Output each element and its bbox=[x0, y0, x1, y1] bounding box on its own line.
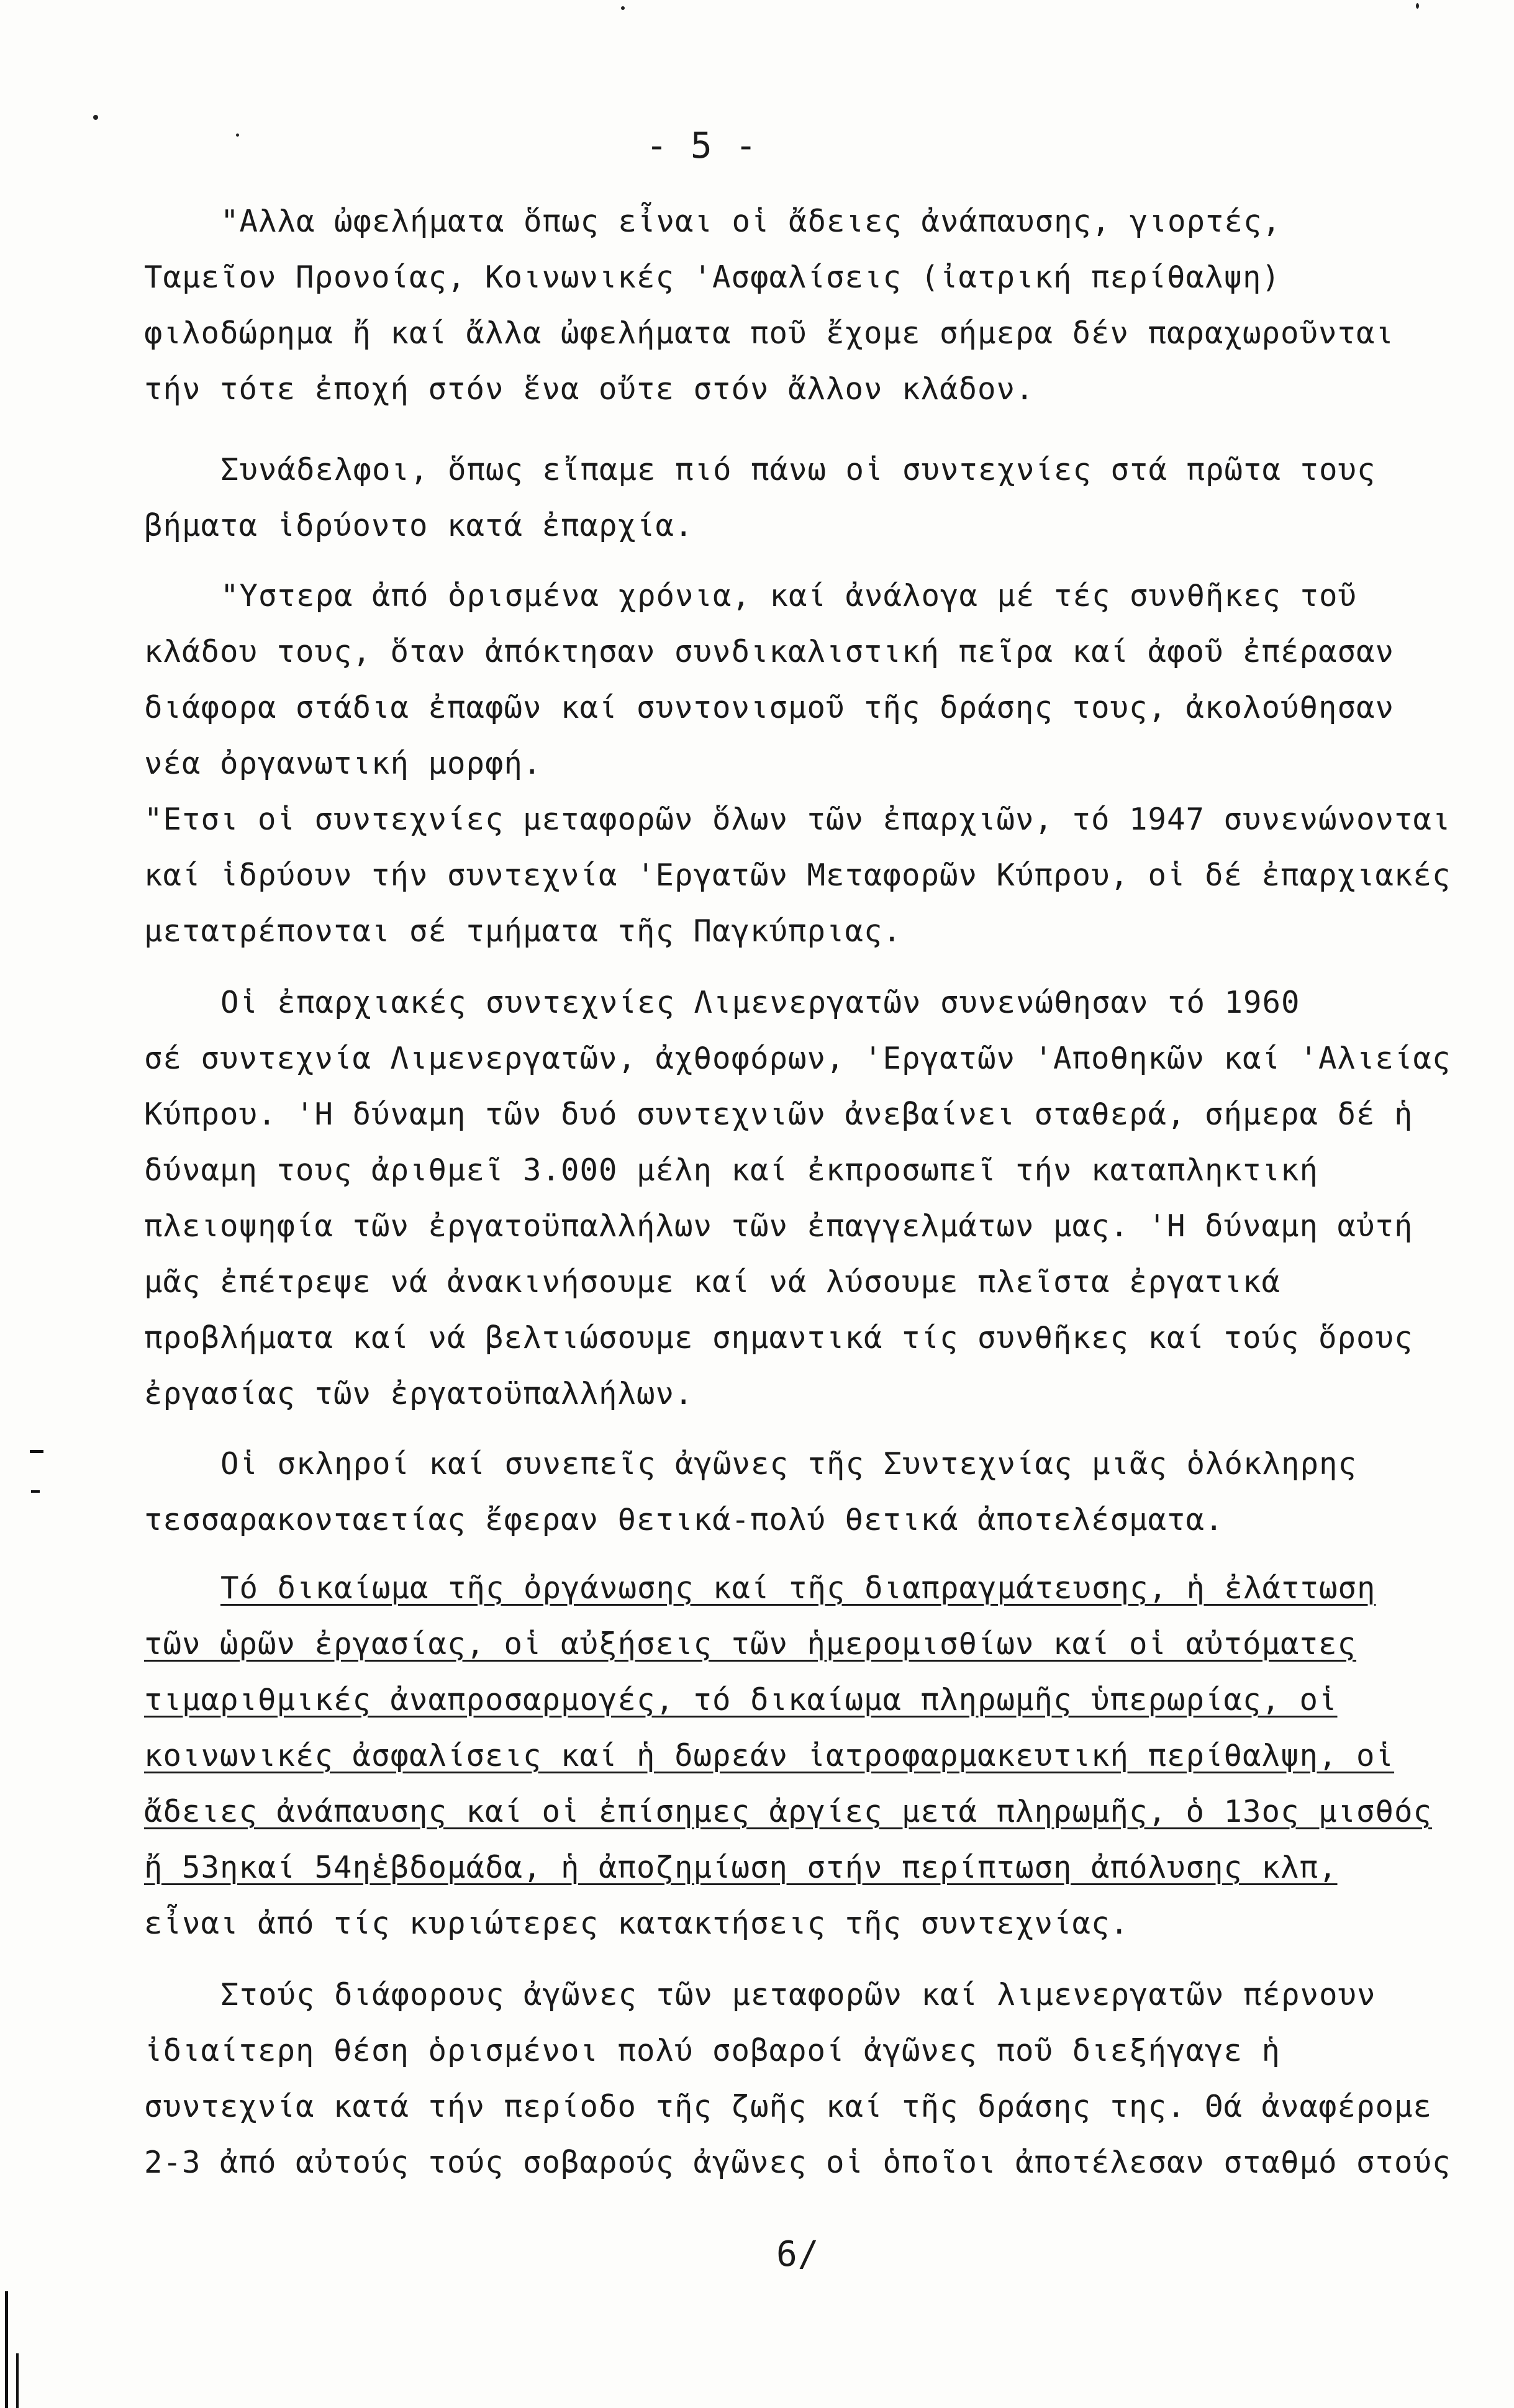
text-line: Ταμεῖον Προνοίας, Κοινωνικές 'Ασφαλίσεις (ἰατρική περίθαλψη) bbox=[144, 260, 1281, 295]
underlined-text-line: ἤ 53ηκαί 54ηἑβδομάδα, ἡ ἀποζημίωση στήν περίπτωση ἀπόλυσης κλπ, bbox=[144, 1850, 1338, 1885]
underlined-text-line: ἄδειες ἀνάπαυσης καί οἱ ἐπίσημες ἀργίες μετά πληρωμῆς, ὁ 13ος μισθός bbox=[144, 1794, 1433, 1829]
text-line: μετατρέπονται σέ τμήματα τῆς Παγκύπριας. bbox=[144, 913, 902, 949]
text-line: κλάδου τους, ὅταν ἀπόκτησαν συνδικαλιστική πεῖρα καί ἀφοῦ ἐπέρασαν bbox=[144, 634, 1395, 669]
text-line: 2-3 ἀπό αὐτούς τούς σοβαρούς ἀγῶνες οἱ ὁποῖοι ἀποτέλεσαν σταθμό στούς bbox=[144, 2145, 1451, 2180]
scan-edge-mark bbox=[30, 1450, 43, 1453]
text-line: δύναμη τους ἀριθμεῖ 3.000 μέλη καί ἐκπροσωπεῖ τήν καταπληκτική bbox=[144, 1152, 1319, 1188]
text-line: μᾶς ἐπέτρεψε νά ἀνακινήσουμε καί νά λύσουμε πλεῖστα ἐργατικά bbox=[144, 1264, 1281, 1300]
text-line: βήματα ἱδρύοντο κατά ἐπαρχία. bbox=[144, 508, 694, 543]
text-line: φιλοδώρημα ἤ καί ἄλλα ὠφελήματα ποῦ ἔχομε σήμερα δέν παραχωροῦνται bbox=[144, 315, 1395, 351]
underlined-text-line: τιμαριθμικές ἀναπροσαρμογές, τό δικαίωμα πληρωμῆς ὑπερωρίας, οἱ bbox=[144, 1682, 1338, 1718]
page-number: - 5 - bbox=[646, 124, 758, 166]
text-line: καί ἱδρύουν τήν συντεχνία 'Εργατῶν Μεταφορῶν Κύπρου, οἱ δέ ἐπαρχιακές bbox=[144, 858, 1451, 893]
scan-speck bbox=[1416, 3, 1419, 9]
underlined-text-line: κοινωνικές ἀσφαλίσεις καί ἡ δωρεάν ἰατροφαρμακευτική περίθαλψη, οἱ bbox=[144, 1738, 1395, 1773]
footer-catchword: 6/ bbox=[776, 2234, 820, 2274]
text-line: Οἱ ἐπαρχιακές συντεχνίες Λιμενεργατῶν συνενώθησαν τό 1960 bbox=[220, 985, 1300, 1020]
text-line: Στούς διάφορους ἀγῶνες τῶν μεταφορῶν καί λιμενεργατῶν πέρνουν bbox=[220, 1977, 1376, 2012]
underlined-text-line: Τό δικαίωμα τῆς ὀργάνωσης καί τῆς διαπραγμάτευσης, ἡ ἐλάττωση bbox=[220, 1570, 1376, 1606]
underlined-text-line: τῶν ὡρῶν ἐργασίας, οἱ αὐξήσεις τῶν ἡμερομισθίων καί οἱ αὐτόματες bbox=[144, 1626, 1357, 1662]
scan-speck bbox=[236, 134, 239, 137]
text-line: Συνάδελφοι, ὅπως εἴπαμε πιό πάνω οἱ συντεχνίες στά πρῶτα τους bbox=[220, 452, 1376, 487]
text-line: διάφορα στάδια ἐπαφῶν καί συντονισμοῦ τῆς δράσης τους, ἀκολούθησαν bbox=[144, 690, 1395, 725]
text-line: ἰδιαίτερη θέση ὁρισμένοι πολύ σοβαροί ἀγῶνες ποῦ διεξήγαγε ἡ bbox=[144, 2033, 1281, 2068]
scan-speck bbox=[93, 115, 98, 120]
text-line: συντεχνία κατά τήν περίοδο τῆς ζωῆς καί τῆς δράσης της. Θά ἀναφέρομε bbox=[144, 2089, 1433, 2124]
scan-edge-mark bbox=[16, 2353, 19, 2408]
text-line: τήν τότε ἐποχή στόν ἕνα οὔτε στόν ἄλλον κλάδον. bbox=[144, 371, 1035, 407]
text-line: "Αλλα ὠφελήματα ὅπως εἶναι οἱ ἄδειες ἀνάπαυσης, γιορτές, bbox=[220, 204, 1282, 239]
text-line: νέα ὀργανωτική μορφή. bbox=[144, 746, 542, 781]
text-line: "Υστερα ἀπό ὁρισμένα χρόνια, καί ἀνάλογα μέ τές συνθῆκες τοῦ bbox=[220, 578, 1358, 613]
scan-edge-mark bbox=[31, 1490, 40, 1493]
scan-speck bbox=[621, 6, 625, 10]
text-line: Κύπρου. 'Η δύναμη τῶν δυό συντεχνιῶν ἀνεβαίνει σταθερά, σήμερα δέ ἡ bbox=[144, 1097, 1413, 1132]
text-line: ἐργασίας τῶν ἐργατοϋπαλλήλων. bbox=[144, 1376, 694, 1411]
text-line: "Ετσι οἱ συντεχνίες μεταφορῶν ὅλων τῶν ἐπαρχιῶν, τό 1947 συνενώνονται bbox=[144, 802, 1451, 837]
text-line: σέ συντεχνία Λιμενεργατῶν, ἀχθοφόρων, 'Εργατῶν 'Αποθηκῶν καί 'Αλιείας bbox=[144, 1041, 1451, 1076]
text-line: εἶναι ἀπό τίς κυριώτερες κατακτήσεις τῆς συντεχνίας. bbox=[144, 1906, 1130, 1941]
text-line: πλειοψηφία τῶν ἐργατοϋπαλλήλων τῶν ἐπαγγελμάτων μας. 'Η δύναμη αὐτή bbox=[144, 1208, 1413, 1244]
text-line: τεσσαρακονταετίας ἔφεραν θετικά-πολύ θετικά ἀποτελέσματα. bbox=[144, 1502, 1224, 1537]
text-line: Οἱ σκληροί καί συνεπεῖς ἀγῶνες τῆς Συντεχνίας μιᾶς ὁλόκληρης bbox=[220, 1446, 1358, 1482]
text-line: προβλήματα καί νά βελτιώσουμε σημαντικά τίς συνθῆκες καί τούς ὅρους bbox=[144, 1320, 1413, 1356]
scan-edge-mark bbox=[5, 2291, 8, 2408]
